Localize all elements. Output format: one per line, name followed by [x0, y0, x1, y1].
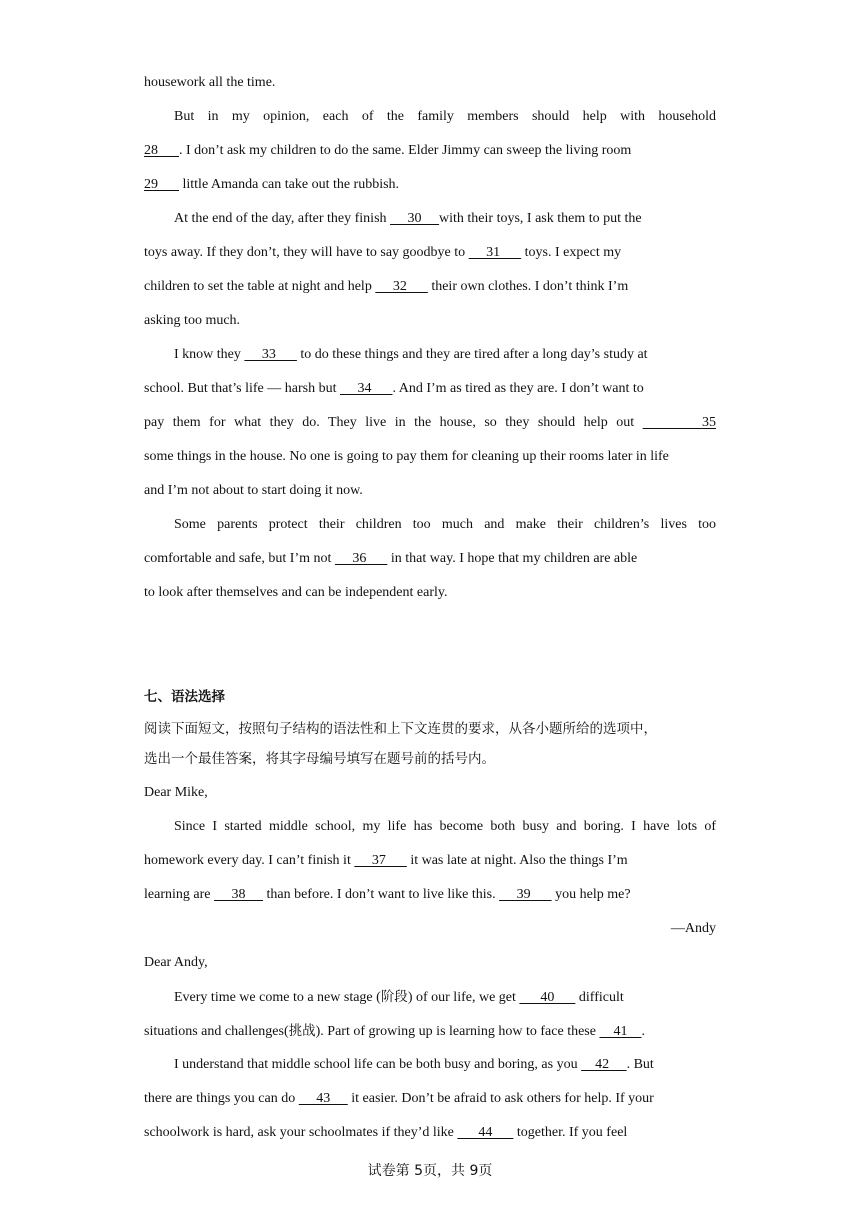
text: school. But that’s life — harsh but — [144, 381, 340, 396]
text: Some parents protect their children too much and make their children’s lives too — [174, 517, 716, 532]
text-line — [144, 278, 716, 296]
text: I know they — [174, 347, 245, 362]
instruction-line: 选出一个最佳答案，将其字母编号填写在题号前的括号内。 — [144, 751, 495, 767]
text: toys. I expect my — [521, 245, 622, 260]
blank-36: 36 — [334, 551, 388, 566]
text-line — [144, 346, 716, 364]
blank-33: 33 — [244, 347, 297, 362]
letter-greeting: Dear Mike, — [144, 785, 208, 800]
text: with their toys, I ask them to put the — [439, 211, 642, 226]
text: I understand that middle school life can be both busy and boring, as you — [174, 1057, 582, 1072]
text: toys away. If they don’t, they will have to say goodbye to — [144, 245, 469, 260]
text-line — [144, 380, 716, 398]
blank-32: 32 — [375, 279, 428, 294]
text: to look after themselves and can be independent early. — [144, 585, 448, 600]
text: schoolwork is hard, ask your schoolmates if they’d like — [144, 1125, 458, 1140]
text: little Amanda can take out the rubbish. — [179, 177, 400, 192]
text-line — [144, 516, 716, 534]
text: ) of our life, we get — [407, 990, 520, 1005]
text: 挑战 — [288, 1023, 316, 1039]
text-line — [144, 448, 716, 466]
letter-signature: —Andy — [670, 921, 716, 936]
text-line — [144, 1124, 716, 1142]
text: it easier. Don’t be afraid to ask others for help. If your — [347, 1091, 654, 1106]
text-line — [144, 142, 716, 160]
blank-43: 43 — [298, 1091, 348, 1106]
text: some things in the house. No one is going to pay them for cleaning up their rooms later in life — [144, 449, 669, 464]
text: than before. I don’t want to live like this. — [262, 887, 500, 902]
text-line — [144, 550, 716, 568]
text: comfortable and safe, but I’m not — [144, 551, 335, 566]
text: . — [641, 1024, 645, 1039]
blank-35: 35 — [642, 415, 717, 430]
text-line — [144, 176, 716, 194]
section-heading: 七、语法选择 — [144, 689, 225, 705]
text: . And I’m as tired as they are. I don’t want to — [392, 381, 644, 396]
blank-31: 31 — [468, 245, 522, 260]
text: homework every day. I can’t finish it — [144, 853, 355, 868]
text-line — [144, 818, 716, 836]
blank-30: 30 — [390, 211, 440, 226]
text: to do these things and they are tired after a long day’s study at — [296, 347, 648, 362]
blank-40: 40 — [519, 990, 576, 1005]
blank-42: 42 — [581, 1057, 627, 1072]
text: children to set the table at night and help — [144, 279, 376, 294]
text-line — [144, 312, 716, 330]
text-line — [144, 1090, 716, 1108]
text: in that way. I hope that my children are able — [387, 551, 638, 566]
text: their own clothes. I don’t think I’m — [427, 279, 629, 294]
blank-28: 28 — [144, 143, 179, 158]
text: together. If you feel — [513, 1125, 628, 1140]
page-footer: 试卷第 5页，共 9页 — [367, 1163, 493, 1179]
text-line — [144, 244, 716, 262]
text: there are things you can do — [144, 1091, 299, 1106]
text: pay them for what they do. They live in the house, so they should help out — [144, 415, 643, 430]
text: 阶段 — [380, 989, 408, 1005]
text-line — [144, 414, 716, 432]
text: housework all the time. — [144, 75, 276, 90]
text-line — [144, 988, 716, 1007]
text: Since I started middle school, my life has become both busy and boring. I have lots of — [174, 819, 716, 834]
text-line — [144, 74, 716, 92]
text: learning are — [144, 887, 214, 902]
blank-44: 44 — [457, 1125, 514, 1140]
text: ). Part of growing up is learning how to face these — [315, 1024, 600, 1039]
blank-39: 39 — [499, 887, 552, 902]
text: At the end of the day, after they finish — [174, 211, 391, 226]
text: you help me? — [551, 887, 631, 902]
blank-37: 37 — [354, 853, 407, 868]
text: situations and challenges( — [144, 1024, 289, 1039]
blank-41: 41 — [599, 1024, 642, 1039]
text: and I’m not about to start doing it now. — [144, 483, 363, 498]
text-line — [144, 886, 716, 904]
instruction-line: 阅读下面短文，按照句子结构的语法性和上下文连贯的要求，从各小题所给的选项中， — [144, 721, 657, 737]
blank-38: 38 — [213, 887, 263, 902]
text: it was late at night. Also the things I’m — [406, 853, 628, 868]
text-line — [144, 1056, 716, 1074]
blank-34: 34 — [339, 381, 393, 396]
letter-greeting: Dear Andy, — [144, 955, 208, 970]
blank-29: 29 — [144, 177, 179, 192]
text: . But — [626, 1057, 654, 1072]
text-line — [144, 852, 716, 870]
text-line — [144, 584, 716, 602]
text-line — [144, 1022, 716, 1041]
text: asking too much. — [144, 313, 241, 328]
text-line — [144, 108, 716, 126]
text: But in my opinion, each of the family members should help with household — [174, 109, 716, 124]
text: . I don’t ask my children to do the same. Elder Jimmy can sweep the living room — [179, 143, 632, 158]
text: Every time we come to a new stage ( — [174, 990, 381, 1005]
text-line — [144, 482, 716, 500]
text-line — [144, 210, 716, 228]
text: difficult — [575, 990, 624, 1005]
